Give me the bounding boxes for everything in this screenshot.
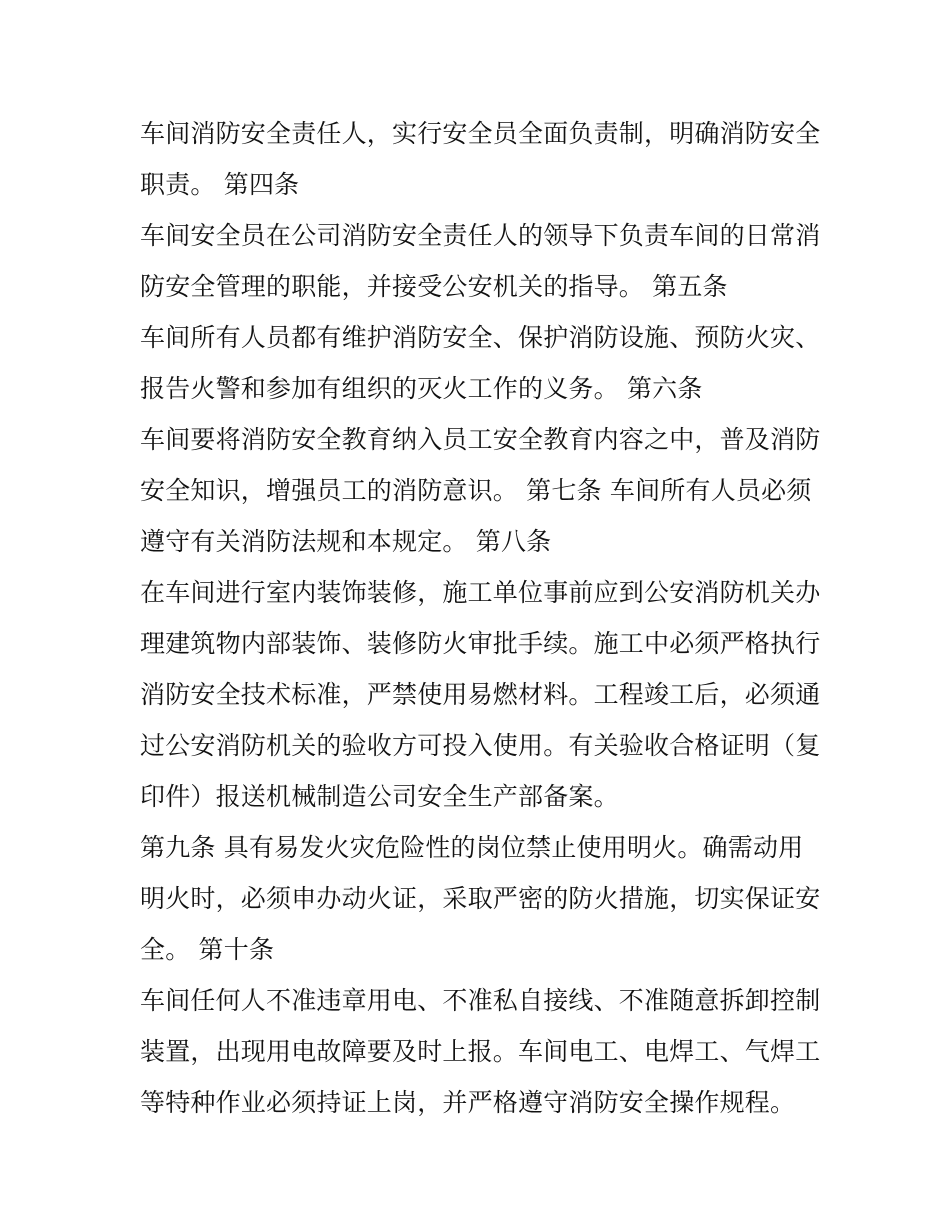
text-line: 遵守有关消防法规和本规定。 第八条 [140, 527, 552, 556]
text-line: 防安全管理的职能，并接受公安机关的指导。 第五条 [140, 272, 728, 301]
text-line: 等特种作业必须持证上岗，并严格遵守消防安全操作规程。 [140, 1088, 796, 1117]
text-line: 安全知识，增强员工的消防意识。 第七条 车间所有人员必须 [140, 476, 812, 505]
text-line: 过公安消防机关的验收方可投入使用。有关验收合格证明（复 [140, 731, 821, 760]
text-line: 车间任何人不准违章用电、不准私自接线、不准随意拆卸控制 [140, 986, 821, 1015]
text-line: 明火时，必须申办动火证，采取严密的防火措施，切实保证安 [140, 884, 821, 913]
text-line: 车间要将消防安全教育纳入员工安全教育内容之中，普及消防 [140, 425, 821, 454]
text-line: 车间所有人员都有维护消防安全、保护消防设施、预防火灾、 [140, 323, 821, 352]
text-line: 报告火警和参加有组织的灭火工作的义务。 第六条 [140, 374, 703, 403]
text-line: 装置，出现用电故障要及时上报。车间电工、电焊工、气焊工 [140, 1037, 821, 1066]
text-line: 职责。 第四条 [140, 170, 300, 199]
text-line: 印件）报送机械制造公司安全生产部备案。 [140, 782, 619, 811]
text-line: 全。 第十条 [140, 935, 275, 964]
text-line: 理建筑物内部装饰、装修防火审批手续。施工中必须严格执行 [140, 629, 821, 658]
text-line: 消防安全技术标准，严禁使用易燃材料。工程竣工后，必须通 [140, 680, 821, 709]
text-line: 第九条 具有易发火灾危险性的岗位禁止使用明火。确需动用 [140, 833, 804, 862]
text-line: 在车间进行室内装饰装修，施工单位事前应到公安消防机关办 [140, 578, 821, 607]
document-body [140, 108, 820, 1128]
text-line: 车间安全员在公司消防安全责任人的领导下负责车间的日常消 [140, 221, 821, 250]
text-line: 车间消防安全责任人，实行安全员全面负责制，明确消防安全 [140, 119, 821, 148]
